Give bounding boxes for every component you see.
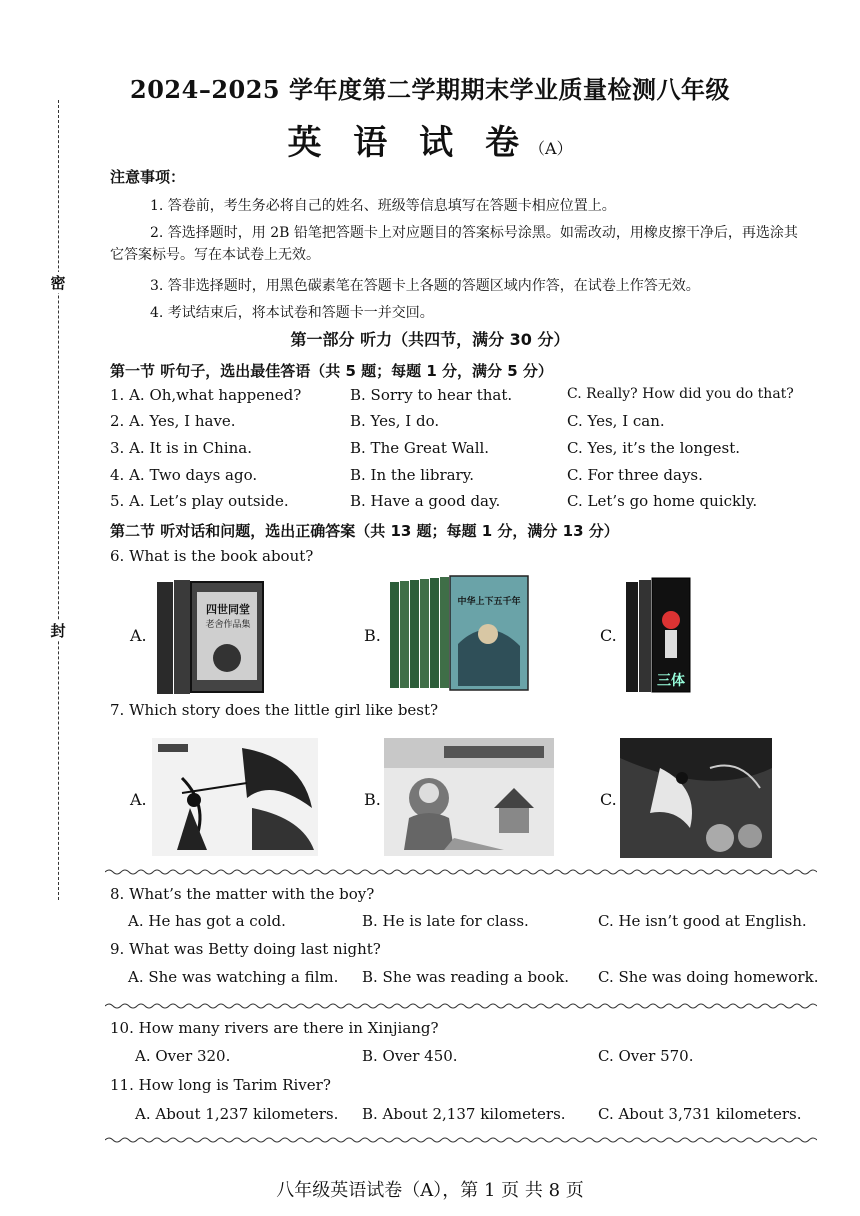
q10-option-c: C. Over 570.: [598, 1047, 694, 1065]
q9-option-c: C. She was doing homework.: [598, 968, 819, 986]
question-row-5: [0, 492, 860, 514]
story-c-moon-goddess-image: [620, 738, 772, 858]
book-a-subtitle: 老舍作品集: [205, 620, 251, 630]
question-row-2: [0, 412, 860, 434]
q4-option-c: C. For three days.: [567, 466, 703, 484]
q8-option-a: A. He has got a cold.: [128, 912, 286, 930]
notice-item-2: 2. 答选择题时，用 2B 铅笔把答题卡上对应题目的答案标号涂黑。如需改动，用橡皮擦干净后，再选涂其它答案标号。写在本试卷上无效。: [110, 225, 798, 263]
book-set-b-drawing: [388, 574, 530, 692]
part1-title: 第一部分 听力（共四节，满分 30 分）: [290, 330, 570, 349]
title-main-text: 英 语 试 卷: [287, 123, 529, 163]
question-row-3: [0, 439, 860, 461]
q9-option-a: A. She was watching a film.: [128, 968, 339, 986]
q8-question: 8. What’s the matter with the boy?: [110, 885, 375, 903]
q3-option-c: C. Yes, it’s the longest.: [567, 439, 741, 457]
q6-label-c: C.: [600, 626, 617, 645]
q1-option-a: 1. A. Oh,what happened?: [110, 386, 302, 404]
q11-option-c: C. About 3,731 kilometers.: [598, 1105, 802, 1123]
q11-options: [0, 1105, 860, 1127]
story-a-drawing: [152, 738, 318, 856]
notice-item-3: 3. 答非选择题时，用黑色碳素笔在答题卡上各题的答题区域内作答，在试卷上作答无效。: [150, 278, 700, 294]
q2-option-c: C. Yes, I can.: [567, 412, 665, 430]
notice-item-1: 1. 答卷前，考生务必将自己的姓名、班级等信息填写在答题卡相应位置上。: [150, 198, 616, 214]
q5-option-b: B. Have a good day.: [350, 492, 501, 510]
q10-options: [0, 1047, 860, 1069]
q6-label-b: B.: [364, 626, 381, 645]
q3-option-b: B. The Great Wall.: [350, 439, 490, 457]
seal-char-feng: 封: [47, 620, 69, 641]
notice-heading: 注意事项：: [110, 168, 186, 186]
question-row-4: [0, 466, 860, 488]
q10-option-a: A. Over 320.: [135, 1047, 231, 1065]
exam-title-main: [0, 115, 860, 164]
question-row-1: [0, 386, 860, 408]
book-b-title: 中华上下五千年: [457, 597, 521, 607]
q10-option-b: B. Over 450.: [362, 1047, 458, 1065]
book-set-a-drawing: [155, 578, 265, 696]
q10-question: 10. How many rivers are there in Xinjiang?: [110, 1019, 439, 1037]
q7-label-c: C.: [600, 790, 617, 809]
q1-option-b: B. Sorry to hear that.: [350, 386, 513, 404]
q5-option-c: C. Let’s go home quickly.: [567, 492, 758, 510]
q4-option-a: 4. A. Two days ago.: [110, 466, 258, 484]
q9-option-b: B. She was reading a book.: [362, 968, 570, 986]
seal-char-mi: 密: [47, 272, 69, 293]
q9-question: 9. What was Betty doing last night?: [110, 940, 381, 958]
divider-wave-1: [105, 868, 817, 876]
notice-item-4: 4. 考试结束后，将本试卷和答题卡一并交回。: [150, 305, 434, 321]
divider-wave-2: [105, 1002, 817, 1010]
q7-label-a: A.: [130, 790, 147, 809]
exam-title-top: 2024–2025 学年度第二学期期末学业质量检测八年级: [130, 75, 730, 104]
q8-option-b: B. He is late for class.: [362, 912, 529, 930]
q11-option-a: A. About 1,237 kilometers.: [135, 1105, 339, 1123]
book-c-title: 三体: [657, 673, 685, 689]
book-set-b-image: [388, 574, 530, 692]
q4-option-b: B. In the library.: [350, 466, 474, 484]
q3-option-a: 3. A. It is in China.: [110, 439, 252, 457]
q1-option-c: C. Really? How did you do that?: [567, 386, 794, 402]
q8-options: [0, 912, 860, 934]
q8-option-c: C. He isn’t good at English.: [598, 912, 807, 930]
section2-title: 第二节 听对话和问题，选出正确答案（共 13 题；每题 1 分，满分 13 分）: [110, 522, 619, 540]
section1-title: 第一节 听句子，选出最佳答语（共 5 题；每题 1 分，满分 5 分）: [110, 362, 553, 380]
divider-wave-3: [105, 1136, 817, 1144]
q2-option-a: 2. A. Yes, I have.: [110, 412, 236, 430]
page-footer: 八年级英语试卷（A），第 1 页 共 8 页: [276, 1180, 584, 1201]
q9-options: [0, 968, 860, 990]
q2-option-b: B. Yes, I do.: [350, 412, 440, 430]
q7-question: 7. Which story does the little girl like best?: [110, 701, 439, 719]
q11-option-b: B. About 2,137 kilometers.: [362, 1105, 566, 1123]
book-set-a-image: [155, 578, 265, 696]
q5-option-a: 5. A. Let’s play outside.: [110, 492, 289, 510]
q7-label-b: B.: [364, 790, 381, 809]
q6-label-a: A.: [130, 626, 147, 645]
story-c-drawing: [620, 738, 772, 858]
q6-question: 6. What is the book about?: [110, 547, 314, 565]
story-b-drawing: [384, 738, 554, 856]
book-a-title: 四世同堂: [206, 603, 250, 616]
q11-question: 11. How long is Tarim River?: [110, 1076, 331, 1094]
story-a-archer-image: [152, 738, 318, 856]
title-sub: （A）: [528, 139, 573, 158]
story-b-monkey-king-image: [384, 738, 554, 856]
